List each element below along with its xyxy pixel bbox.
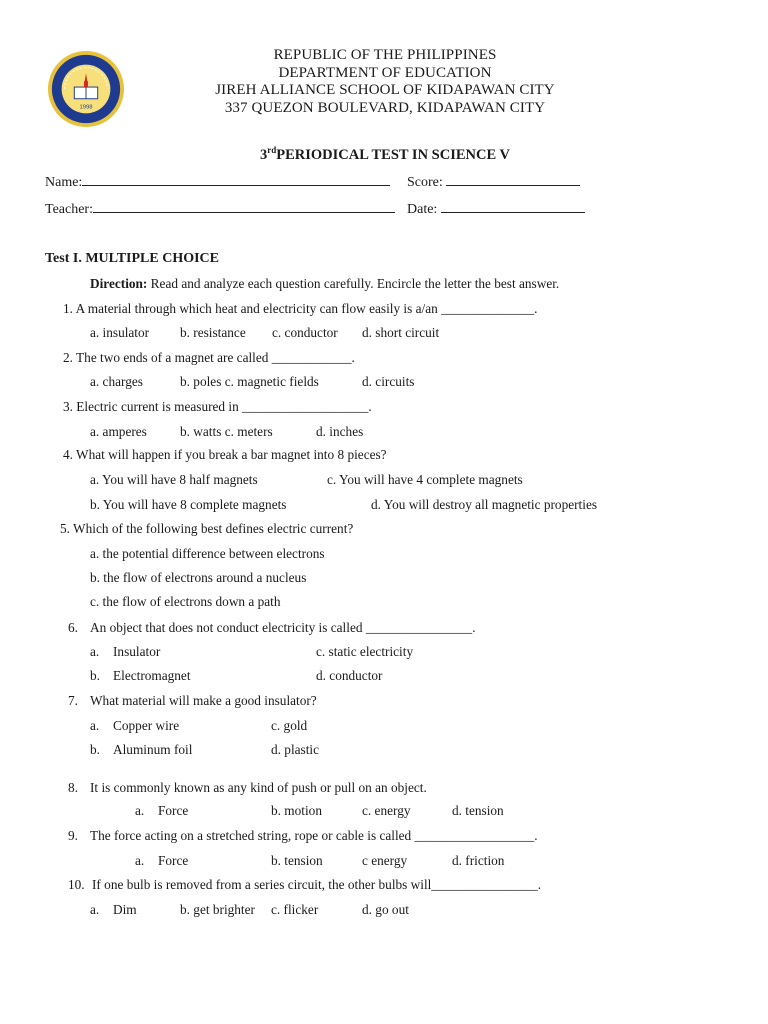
question-8-number: 8. xyxy=(68,780,78,795)
seal-year: 1998 xyxy=(79,104,93,111)
q7-option-c[interactable]: c. gold xyxy=(271,718,308,733)
name-label: Name: xyxy=(45,175,83,190)
date-label: Date: xyxy=(407,202,438,217)
q1-option-a[interactable]: a. insulator xyxy=(90,325,150,340)
question-2: 2. The two ends of a magnet are called ____________. xyxy=(63,350,355,365)
q8-option-c[interactable]: c. energy xyxy=(362,803,411,818)
question-1: 1. A material through which heat and electricity can flow easily is a/an ______________. xyxy=(63,301,538,316)
q5-option-c[interactable]: c. the flow of electrons down a path xyxy=(90,594,281,609)
q4-option-c[interactable]: c. You will have 4 complete magnets xyxy=(327,472,523,487)
title-text: PERIODICAL TEST IN SCIENCE V xyxy=(276,147,510,163)
q7-option-b[interactable]: Aluminum foil xyxy=(113,742,193,757)
q8-option-a[interactable]: Force xyxy=(158,803,189,818)
q7-option-a[interactable]: Copper wire xyxy=(113,718,180,733)
question-10-number: 10. xyxy=(68,877,85,892)
q6-option-d[interactable]: d. conductor xyxy=(316,668,383,683)
q7-option-a-letter[interactable]: a. xyxy=(90,718,100,733)
q10-option-d[interactable]: d. go out xyxy=(362,902,409,917)
question-3: 3. Electric current is measured in ___________________. xyxy=(63,399,372,414)
header-school-name: JIREH ALLIANCE SCHOOL OF KIDAPAWAN CITY xyxy=(215,82,555,98)
title-ordinal: 3 xyxy=(260,147,268,163)
q3-option-d[interactable]: d. inches xyxy=(316,424,364,439)
q6-option-b-letter[interactable]: b. xyxy=(90,668,100,683)
q9-option-c[interactable]: c energy xyxy=(362,853,408,868)
q6-option-b[interactable]: Electromagnet xyxy=(113,668,191,683)
q9-option-a-letter[interactable]: a. xyxy=(135,853,145,868)
direction-label: Direction: xyxy=(90,276,148,291)
q7-option-b-letter[interactable]: b. xyxy=(90,742,100,757)
q4-option-b[interactable]: b. You will have 8 complete magnets xyxy=(90,497,287,512)
q1-option-d[interactable]: d. short circuit xyxy=(362,325,440,340)
date-field[interactable] xyxy=(407,200,585,218)
q8-option-d[interactable]: d. tension xyxy=(452,803,504,818)
question-6: An object that does not conduct electricity is called ________________. xyxy=(90,620,476,635)
q10-option-c[interactable]: c. flicker xyxy=(271,902,319,917)
teacher-blank-line[interactable] xyxy=(93,200,395,213)
question-10: If one bulb is removed from a series circuit, the other bulbs will________________. xyxy=(92,877,542,892)
q2-option-b-c[interactable]: b. poles c. magnetic fields xyxy=(180,374,319,389)
q3-option-b-c[interactable]: b. watts c. meters xyxy=(180,424,273,439)
q5-option-b[interactable]: b. the flow of electrons around a nucleus xyxy=(90,570,307,585)
header-department: DEPARTMENT OF EDUCATION xyxy=(278,65,492,81)
teacher-label: Teacher: xyxy=(45,202,93,217)
question-6-number: 6. xyxy=(68,620,78,635)
q2-option-d[interactable]: d. circuits xyxy=(362,374,415,389)
test-title xyxy=(200,145,570,164)
teacher-field[interactable] xyxy=(45,200,395,218)
q4-option-a[interactable]: a. You will have 8 half magnets xyxy=(90,472,258,487)
question-9-number: 9. xyxy=(68,828,78,843)
q10-option-a-letter[interactable]: a. xyxy=(90,902,100,917)
score-blank-line[interactable] xyxy=(446,173,580,186)
q3-option-a[interactable]: a. amperes xyxy=(90,424,147,439)
school-seal-logo xyxy=(47,50,125,128)
q1-option-c[interactable]: c. conductor xyxy=(272,325,338,340)
date-blank-line[interactable] xyxy=(441,200,585,213)
q9-option-b[interactable]: b. tension xyxy=(271,853,323,868)
question-7-number: 7. xyxy=(68,693,78,708)
question-4: 4. What will happen if you break a bar magnet into 8 pieces? xyxy=(63,447,387,462)
q10-option-a[interactable]: Dim xyxy=(113,902,137,917)
q1-option-b[interactable]: b. resistance xyxy=(180,325,246,340)
q4-option-d[interactable]: d. You will destroy all magnetic properties xyxy=(371,497,598,512)
question-8: It is commonly known as any kind of push or pull on an object. xyxy=(90,780,427,795)
q5-option-a[interactable]: a. the potential difference between electrons xyxy=(90,546,325,561)
title-ordinal-suffix: rd xyxy=(267,145,277,155)
score-field[interactable] xyxy=(407,173,580,191)
question-7: What material will make a good insulator? xyxy=(90,693,317,708)
q6-option-a-letter[interactable]: a. xyxy=(90,644,100,659)
name-field[interactable] xyxy=(45,173,390,191)
q8-option-b[interactable]: b. motion xyxy=(271,803,322,818)
question-9: The force acting on a stretched string, rope or cable is called __________________. xyxy=(90,828,538,843)
q6-option-c[interactable]: c. static electricity xyxy=(316,644,414,659)
q7-option-d[interactable]: d. plastic xyxy=(271,742,320,757)
header-republic: REPUBLIC OF THE PHILIPPINES xyxy=(273,47,497,63)
header-school-address: 337 QUEZON BOULEVARD, KIDAPAWAN CITY xyxy=(224,100,546,116)
q6-option-a[interactable]: Insulator xyxy=(113,644,161,659)
question-5: 5. Which of the following best defines electric current? xyxy=(60,521,354,536)
q10-option-b[interactable]: b. get brighter xyxy=(180,902,255,917)
q2-option-a[interactable]: a. charges xyxy=(90,374,143,389)
direction-line xyxy=(90,276,559,292)
q8-option-a-letter[interactable]: a. xyxy=(135,803,145,818)
q9-option-d[interactable]: d. friction xyxy=(452,853,505,868)
section-title: Test I. MULTIPLE CHOICE xyxy=(45,251,220,266)
name-blank-line[interactable] xyxy=(82,173,390,186)
q9-option-a[interactable]: Force xyxy=(158,853,189,868)
direction-text: Read and analyze each question carefully. Encircle the letter the best answer. xyxy=(147,276,560,291)
score-label: Score: xyxy=(407,175,443,190)
